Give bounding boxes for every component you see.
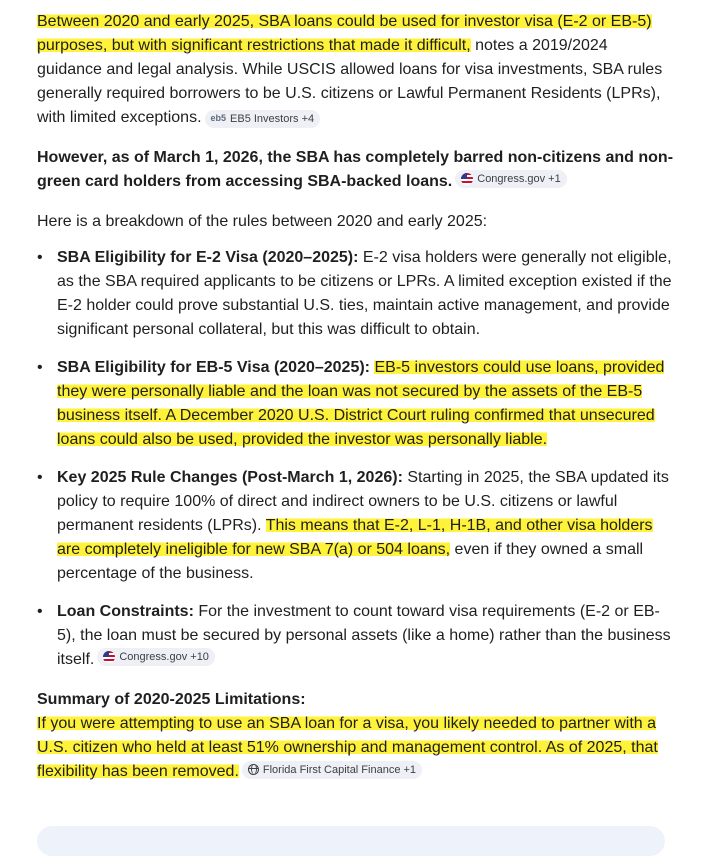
response-content bbox=[37, 10, 677, 784]
bullet-symbol: • bbox=[37, 249, 43, 266]
source-chip-eb5[interactable] bbox=[205, 110, 321, 128]
breakdown-intro: Here is a breakdown of the rules between 2020 and early 2025: bbox=[37, 213, 488, 230]
source-chip-florida[interactable] bbox=[242, 761, 422, 779]
source-chip-congress[interactable] bbox=[97, 648, 215, 666]
list-item-text: For the investment to count toward visa requirements (E-2 or EB-5), the loan must be secured by personal assets (like a home) rather than the business itself. bbox=[57, 603, 671, 668]
intro-text: notes a 2019/2024 guidance and legal analysis. While USCIS allowed loans for visa investments, SBA rules generally required borrowers to be U.S. citizens or Lawful Permanent Residents (LPRs), with limited exceptions. bbox=[37, 37, 663, 126]
source-chip-congress[interactable] bbox=[455, 170, 566, 188]
source-chip-label: EB5 Investors +4 bbox=[230, 112, 315, 125]
bullet-symbol: • bbox=[37, 359, 43, 376]
list-item bbox=[37, 356, 677, 452]
however-paragraph bbox=[37, 146, 677, 194]
summary-title: Summary of 2020-2025 Limitations: bbox=[37, 691, 306, 708]
source-chip-label: Florida First Capital Finance +1 bbox=[262, 763, 417, 776]
highlighted-text: This means that E-2, L-1, H-1B, and other visa holders are completely ineligible for new SBA 7(a) or 504 loans, bbox=[57, 517, 653, 558]
source-chip-label: Congress.gov +10 bbox=[119, 651, 209, 663]
source-chip-label: Congress.gov +1 bbox=[477, 173, 561, 185]
list-item-text: even if they owned a small percentage of the business. bbox=[57, 541, 644, 582]
bullet-symbol: • bbox=[37, 469, 43, 486]
globe-icon bbox=[248, 764, 259, 775]
summary-paragraph bbox=[37, 712, 677, 784]
list-item-text: Starting in 2025, the SBA updated its policy to require 100% of direct and indirect owners to be U.S. citizens or lawful permanent residents (LPRs). bbox=[57, 469, 669, 534]
list-item bbox=[37, 246, 677, 342]
us-flag-icon bbox=[103, 651, 115, 663]
rules-list bbox=[37, 246, 677, 672]
us-flag-icon bbox=[461, 173, 473, 185]
list-item-text: E-2 visa holders were generally not eligible, as the SBA required applicants to be citizens or LPRs. A limited exception existed if the E-2 holder could prove substantial U.S. ties, maintain active management, and provide significant personal collateral, but this was difficult to obtain. bbox=[57, 249, 672, 338]
list-item-title: Key 2025 Rule Changes (Post-March 1, 2026): bbox=[57, 469, 403, 486]
list-item-title: SBA Eligibility for EB-5 Visa (2020–2025): bbox=[57, 359, 371, 376]
highlighted-text: If you were attempting to use an SBA loan for a visa, you likely needed to partner with a U.S. citizen who held at least 51% ownership and management control. As of 2025, that flexibility has been removed. bbox=[37, 715, 658, 780]
highlighted-text: Between 2020 and early 2025, SBA loans could be used for investor visa (E-2 or EB-5) purposes, but with significant restrictions that made it difficult, bbox=[37, 13, 652, 54]
highlighted-text: EB-5 investors could use loans, provided they were personally liable and the loan was not secured by the assets of the EB-5 business itself. A December 2020 U.S. District Court ruling confirmed that unsecured loans could also be used, provided the investor was personally liable. bbox=[57, 359, 665, 448]
list-item-title: SBA Eligibility for E-2 Visa (2020–2025): bbox=[57, 249, 359, 266]
intro-paragraph bbox=[37, 10, 677, 130]
eb5-logo-icon: eb5 bbox=[210, 113, 227, 123]
list-item bbox=[37, 466, 677, 586]
bullet-symbol: • bbox=[37, 603, 43, 620]
next-card bbox=[37, 826, 665, 856]
however-text: However, as of March 1, 2026, the SBA has completely barred non-citizens and non-green card holders from accessing SBA-backed loans. bbox=[37, 149, 674, 190]
list-item bbox=[37, 600, 677, 672]
list-item-title: Loan Constraints: bbox=[57, 603, 194, 620]
